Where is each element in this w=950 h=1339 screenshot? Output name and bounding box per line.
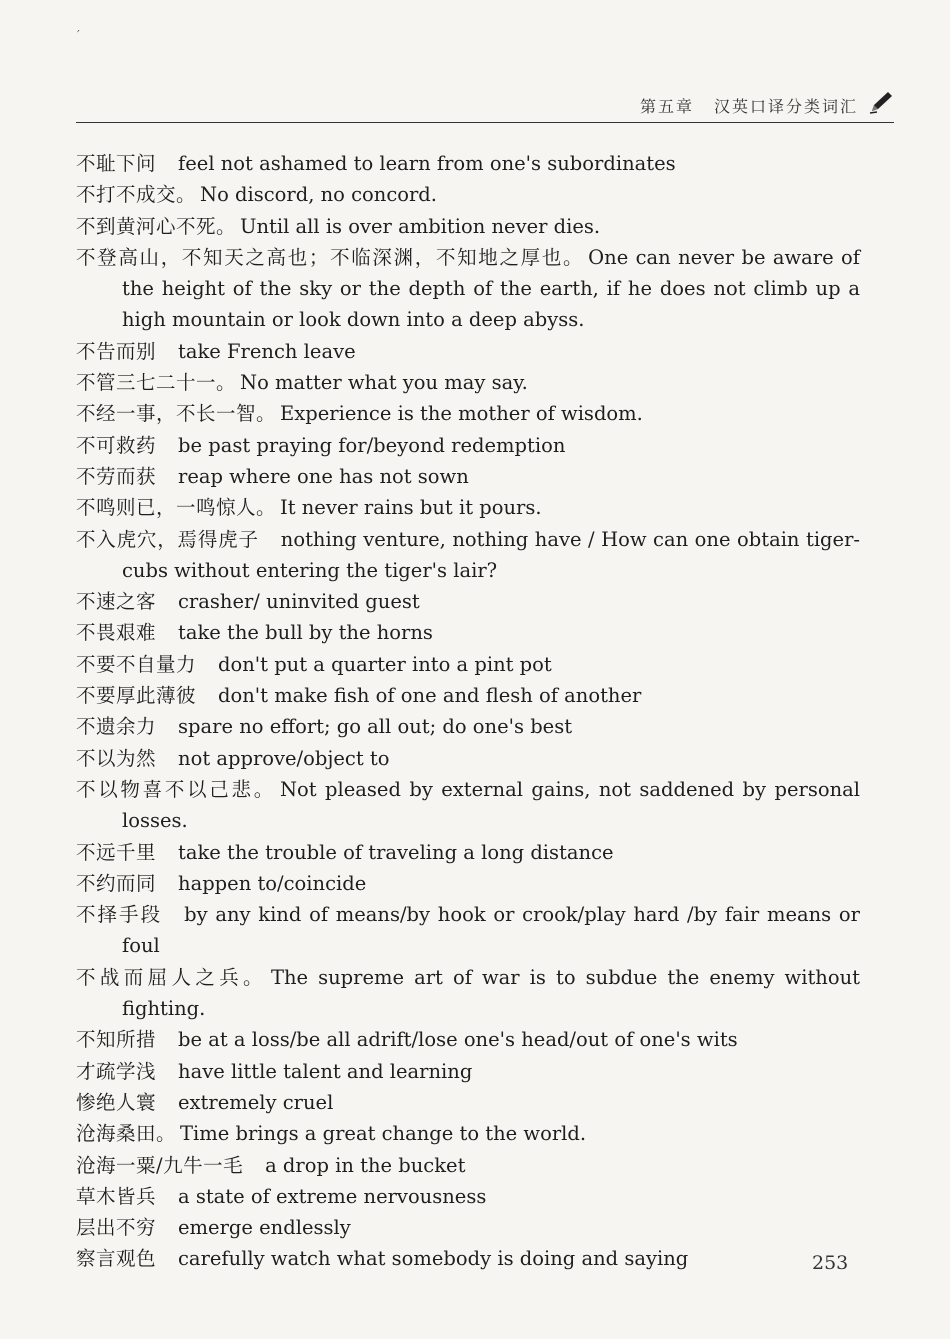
chapter-label: 第五章 xyxy=(639,97,694,116)
chinese-term: 层出不穷 xyxy=(76,1216,157,1240)
english-translation: don't make fish of one and flesh of another xyxy=(218,684,642,708)
chinese-term: 不以物喜不以己悲。 xyxy=(76,777,276,801)
chinese-term: 不入虎穴，焉得虎子 xyxy=(76,527,259,551)
english-translation: take French leave xyxy=(178,339,356,363)
glossary-entry xyxy=(76,743,860,774)
english-translation: No matter what you may say. xyxy=(240,371,528,395)
english-translation: crasher/ uninvited guest xyxy=(178,590,420,614)
chinese-term: 不速之客 xyxy=(76,590,157,614)
glossary-entry xyxy=(76,461,860,492)
chinese-term: 不耻下问 xyxy=(76,152,157,175)
glossary-entry xyxy=(76,492,860,523)
english-translation: extremely cruel xyxy=(178,1090,334,1114)
glossary-entry xyxy=(76,899,860,962)
english-translation: by any kind of means/by hook or crook/play hard /by fair means or foul xyxy=(122,903,860,958)
english-translation: don't put a quarter into a pint pot xyxy=(218,652,552,676)
glossary-entry xyxy=(76,179,860,210)
english-translation: spare no effort; go all out; do one's best xyxy=(178,715,573,739)
chinese-term: 不要厚此薄彼 xyxy=(76,684,197,708)
glossary-entry xyxy=(76,711,860,742)
english-translation: carefully watch what somebody is doing and saying xyxy=(178,1247,689,1271)
glossary-entry xyxy=(76,1150,860,1181)
glossary-entry xyxy=(76,336,860,367)
glossary-entry xyxy=(76,649,860,680)
english-translation: have little talent and learning xyxy=(178,1059,473,1083)
glossary-entry xyxy=(76,1024,860,1055)
english-translation: Time brings a great change to the world. xyxy=(180,1122,587,1146)
chinese-term: 不告而别 xyxy=(76,339,157,363)
glossary-entry xyxy=(76,148,860,179)
glossary-entry xyxy=(76,1118,860,1149)
english-translation: No discord, no concord. xyxy=(200,183,437,207)
ink-speck: ′ xyxy=(77,28,80,42)
glossary-entry xyxy=(76,211,860,242)
glossary-entry xyxy=(76,524,860,587)
chinese-term: 不远千里 xyxy=(76,840,157,864)
english-translation: emerge endlessly xyxy=(178,1216,351,1240)
chinese-term: 沧海一粟/九牛一毛 xyxy=(76,1153,244,1177)
chinese-term: 不知所措 xyxy=(76,1028,157,1052)
pencil-icon xyxy=(868,90,894,114)
english-translation: reap where one has not sown xyxy=(178,464,469,488)
english-translation: The supreme art of war is to subdue the enemy without fighting. xyxy=(122,965,860,1021)
chinese-term: 不以为然 xyxy=(76,746,157,770)
english-translation: a state of extreme nervousness xyxy=(178,1184,487,1208)
glossary-list xyxy=(76,148,860,1275)
glossary-entry xyxy=(76,242,860,336)
chinese-term: 不战而屈人之兵。 xyxy=(76,965,267,989)
english-translation: happen to/coincide xyxy=(178,871,367,895)
chinese-term: 不经一事，不长一智。 xyxy=(76,402,277,426)
glossary-entry xyxy=(76,868,860,899)
glossary-entry xyxy=(76,617,860,648)
glossary-entry xyxy=(76,430,860,461)
chinese-term: 不管三七二十一。 xyxy=(76,371,237,395)
chinese-term: 不可救药 xyxy=(76,433,157,457)
chinese-term: 不打不成交。 xyxy=(76,183,197,207)
english-translation: One can never be aware of the height of the sky or the depth of the earth, if he does not climb up a high mountain or look down into a deep abyss. xyxy=(122,245,860,332)
glossary-entry xyxy=(76,962,860,1025)
chinese-term: 不鸣则已，一鸣惊人。 xyxy=(76,496,277,520)
page-number: 253 xyxy=(812,1252,849,1274)
glossary-entry xyxy=(76,837,860,868)
glossary-entry xyxy=(76,367,860,398)
glossary-entry xyxy=(76,1181,860,1212)
english-translation: not approve/object to xyxy=(178,746,390,770)
glossary-entry xyxy=(76,774,860,837)
chapter-title: 汉英口译分类词汇 xyxy=(713,97,858,116)
glossary-entry xyxy=(76,586,860,617)
english-translation: nothing venture, nothing have / How can one obtain tiger-cubs without entering the tiger's lair? xyxy=(122,527,860,582)
chinese-term: 不到黄河心不死。 xyxy=(76,214,237,238)
english-translation: be past praying for/beyond redemption xyxy=(178,433,566,457)
chinese-term: 不畏艰难 xyxy=(76,621,157,645)
chinese-term: 不劳而获 xyxy=(76,464,157,488)
chinese-term: 才疏学浅 xyxy=(76,1059,157,1083)
chinese-term: 不遗余力 xyxy=(76,715,157,739)
english-translation: Experience is the mother of wisdom. xyxy=(280,402,643,426)
glossary-entry xyxy=(76,1087,860,1118)
chinese-term: 不约而同 xyxy=(76,871,157,895)
glossary-entry xyxy=(76,1243,860,1274)
english-translation: feel not ashamed to learn from one's subordinates xyxy=(178,152,676,175)
glossary-entry xyxy=(76,1056,860,1087)
english-translation: It never rains but it pours. xyxy=(280,496,542,520)
chinese-term: 草木皆兵 xyxy=(76,1184,157,1208)
english-translation: Not pleased by external gains, not saddened by personal losses. xyxy=(122,777,860,833)
english-translation: take the bull by the horns xyxy=(178,621,433,645)
chinese-term: 不要不自量力 xyxy=(76,652,197,676)
running-header xyxy=(76,92,894,123)
glossary-entry xyxy=(76,680,860,711)
header-text xyxy=(640,94,858,117)
glossary-entry xyxy=(76,1212,860,1243)
chinese-term: 沧海桑田。 xyxy=(76,1122,177,1146)
english-translation: be at a loss/be all adrift/lose one's head/out of one's wits xyxy=(178,1028,738,1052)
chinese-term: 不登高山，不知天之高也；不临深渊，不知地之厚也。 xyxy=(76,245,585,269)
chinese-term: 惨绝人寰 xyxy=(76,1090,157,1114)
english-translation: take the trouble of traveling a long distance xyxy=(178,840,614,864)
glossary-entry xyxy=(76,398,860,429)
english-translation: a drop in the bucket xyxy=(265,1153,466,1177)
chinese-term: 不择手段 xyxy=(76,903,163,927)
english-translation: Until all is over ambition never dies. xyxy=(240,214,601,238)
chinese-term: 察言观色 xyxy=(76,1247,157,1271)
